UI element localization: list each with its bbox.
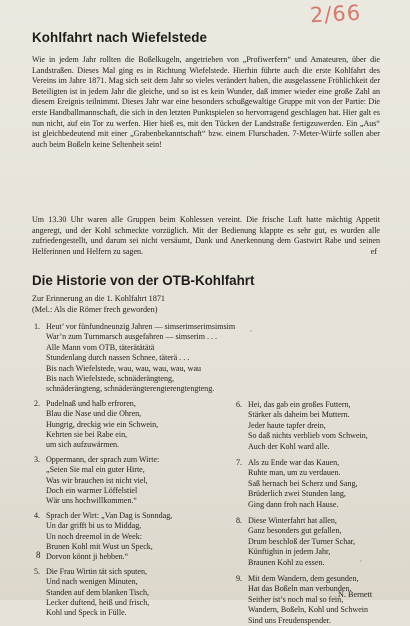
article2-title: Die Historie von der OTB-Kohlfahrt: [32, 273, 255, 288]
verse-text: Hei, das gab ein großes Futtern, Stärker als daheim bei Muttern. Jeder haute tapfer drein, So daß nichts verblieb vom Schwein, Auch der Kohl ward alle.: [248, 400, 368, 451]
article1-paragraph2: Um 13.30 Uhr waren alle Gruppen beim Kohlessen vereint. Die frische Luft hatte mächtig Appetit angeregt, und der Kohl schmeckte vorzüglich. Mit der Bedienung klappte es sehr gut, es wurden alle zufriedengestellt, und darum sei nicht versäumt, Dank und Anerkennung dem Gastwirt Rabe und seinen Helferinnen und Helfern zu sagen.: [32, 215, 380, 256]
verse-number: 1.: [34, 322, 41, 331]
verse-text: Heut’ vor fünfundneunzig Jahren — simserimserimsimsim War’n zum Turnmarsch ausgefahren — simserim . . . Alle Mann vom OTB, täterätätätä Stundenlang durch nassen Schnee, täterä . . . Bis nach Wiefelstede, wau, wau, wau, wau, wau Bis nach Wiefelstede, schnäderängteng, schnäderängteng, schnäderängterengterengtengteng.: [46, 322, 236, 394]
handwritten-note: 2/66: [309, 0, 362, 28]
verse-3: [34, 455, 159, 507]
verse-6: [236, 400, 368, 452]
article2-melody: (Mel.: Als die Römer frech geworden): [32, 305, 158, 314]
verse-number: 3.: [34, 454, 41, 464]
article1-signature: ef: [370, 247, 377, 256]
verse-5: [34, 567, 149, 619]
verse-2: [34, 399, 158, 451]
article1-paragraph1: Wie in jedem Jahr rollten die Boßelkugeln, angetrieben von „Profiwerfern“ und Amateuren, über die Landstraßen. Dieses Mal ging es in Richtung Wiefelstede. Hierhin führte auch die erste Kohlfahrt des Vereins im Jahre 1871. Mag sich seit dem Jahr so vieles verändert haben, die ausgelassene Fröhlichkeit der Beteiligten ist in jedem Jahr die gleiche, und so ist es kein Wunder, daß immer wieder eine große Zahl an diesem Ereignis teilnimmt. Dieses Jahr war eine besonders schußgewaltige Gruppe mit von der Partie: Die erste Handballmannschaft, die sich in den letzten Punktspielen so hervorragend geschlagen hat. Hier galt es nun nicht, auf ein Tor zu werfen. Hier hieß es, mit den Tücken der Landstraße fertigzuwerden. Ein „Aus“ ist gleichbedeutend mit einer „Grabenbekanntschaft“ bzw. einem Flurschaden. 7-Meter-Würfe sollen aber auch beim Boßeln keine Seltenheit sein!: [32, 55, 380, 149]
verse-text: Sprach der Wirt: „Van Dag is Sonndag, Un dar grifft bi us to Middag, Un noch dreemol in de Week: Brunen Kohl mit Wust un Speck, Dorvon könnt ji hebben.“: [46, 510, 173, 562]
verse-9: [236, 574, 368, 626]
verse-8: [236, 516, 355, 568]
verse-number: 7.: [236, 458, 243, 467]
page-number: 8: [36, 550, 41, 560]
song-author: N. Bernett: [338, 590, 373, 599]
verse-1: [34, 322, 235, 395]
verse-number: 6.: [236, 400, 243, 409]
verse-number: 9.: [236, 574, 243, 583]
article2-subtitle: Zur Erinnerung an die 1. Kohlfahrt 1871: [32, 294, 166, 303]
verse-text: Mit dem Wandern, dem gesunden, Hat das Boßeln man verbunden. Seither ist’s noch mal so fein, Wandern, Boßeln, Kohl und Schwein Sind uns Freudenspender.: [248, 574, 369, 625]
verse-number: 8.: [236, 516, 243, 525]
verse-text: Diese Winterfahrt hat allen, Ganz besonders gut gefallen, Drum beschloß der Turner Schar, Künftighin in jedem Jahr, Braunen Kohl zu essen.: [248, 516, 356, 567]
verse-number: 5.: [34, 566, 41, 576]
verse-text: Pudelnaß und halb erfroren, Blau die Nase und die Ohren, Hungrig, dreckig wie ein Schwein, Kehrten sie bei Rabe ein, um sich aufzuwärmen.: [46, 398, 159, 450]
verse-number: 2.: [34, 398, 41, 408]
verse-7: [236, 458, 358, 510]
article1-title: Kohlfahrt nach Wiefelstede: [32, 30, 208, 45]
verse-text: Die Frau Wirtin tät sich sputen, Und nach wenigen Minuten, Standen auf dem blanken Tisch, Lecker duftend, heiß und frisch, Kohl und Speck in Fülle.: [46, 566, 150, 618]
verse-4: [34, 511, 172, 563]
verse-number: 4.: [34, 510, 41, 520]
verse-text: Oppermann, der sprach zum Wirte: „Seien Sie mal ein guter Hirte, Was wir brauchen ist nicht viel, Doch ein warmer Löffelstiel Wär uns hochwillkommen.“: [46, 454, 160, 506]
verse-text: Als zu Ende war das Kauen, Ruhte man, um zu verdauen. Saß hernach bei Scherz und Sang, Brüderlich zwei Stunden lang, Ging dann froh nach Hause.: [248, 458, 358, 509]
